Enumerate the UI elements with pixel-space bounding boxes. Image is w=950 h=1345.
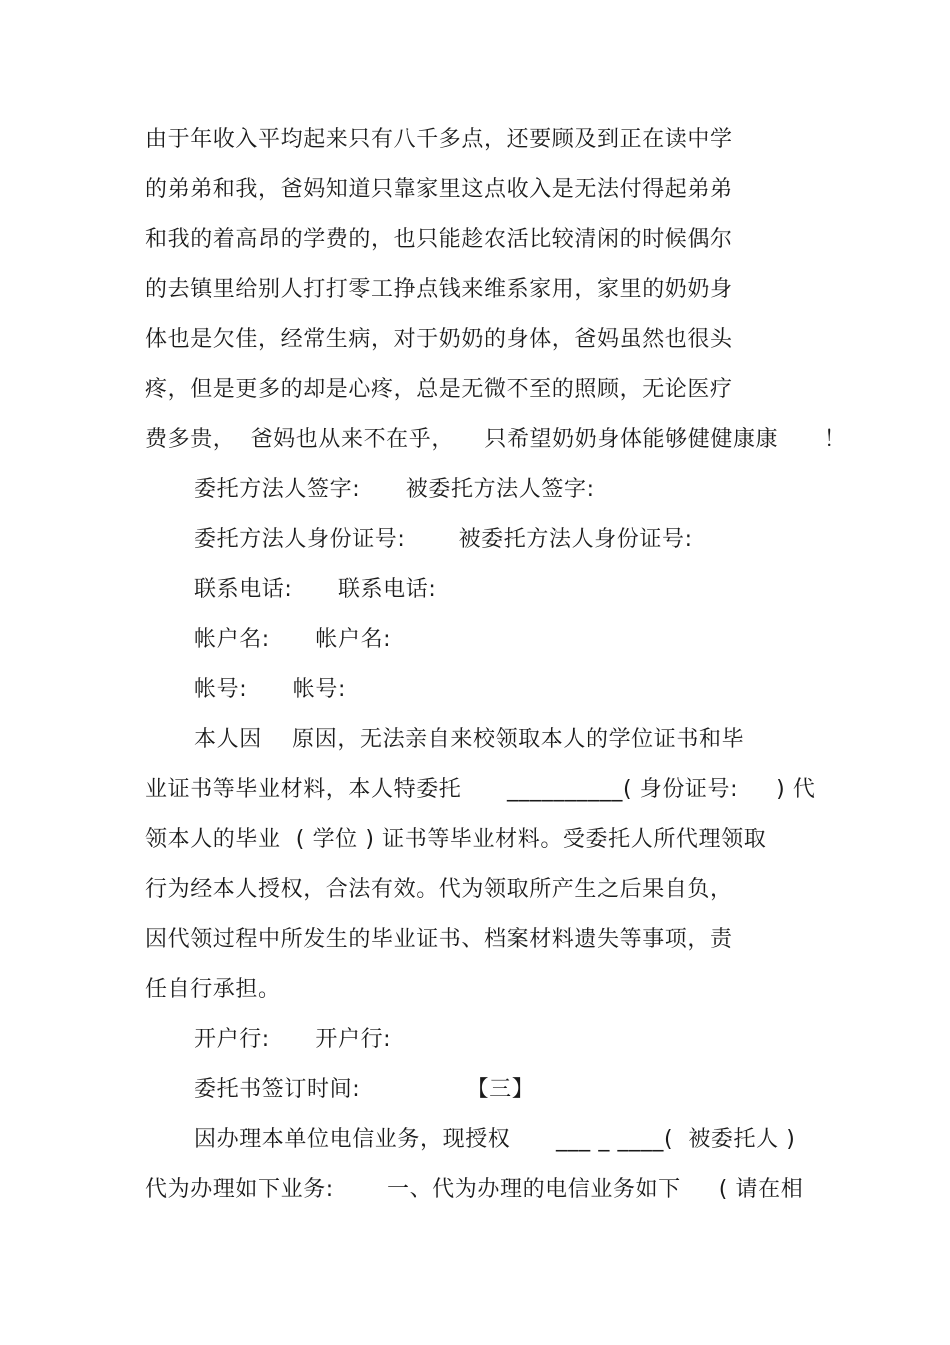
bank-line: 开户行: 开户行: — [194, 1027, 392, 1052]
text-line: 和我的着高昂的学费的，也只能趁农活比较清闲的时候偶尔 — [145, 227, 733, 252]
account-number-line: 帐号: 帐号: — [194, 677, 346, 702]
phone-line: 联系电话: 联系电话: — [194, 577, 437, 602]
signature-line: 委托方法人签字: 被委托方法人签字: — [194, 477, 595, 502]
text-line: 业证书等毕业材料，本人特委托 __________( 身份证号: ) 代 — [145, 777, 816, 802]
signing-date-line: 委托书签订时间: 【三】 — [194, 1077, 535, 1102]
text-line: 的去镇里给别人打打零工挣点钱来维系家用，家里的奶奶身 — [145, 277, 733, 302]
text-line: 的弟弟和我，爸妈知道只靠家里这点收入是无法付得起弟弟 — [145, 177, 733, 202]
text-line: 行为经本人授权，合法有效。代为领取所产生之后果自负， — [145, 877, 733, 902]
text-line: 任自行承担。 — [145, 977, 281, 1002]
text-line: 本人因 原因，无法亲自来校领取本人的学位证书和毕 — [194, 727, 745, 752]
text-line: 因代领过程中所发生的毕业证书、档案材料遗失等事项，责 — [145, 927, 733, 952]
text-line: 由于年收入平均起来只有八千多点，还要顾及到正在读中学 — [145, 127, 733, 152]
text-line: 因办理本单位电信业务，现授权 ___ _ ____( 被委托人 ) — [194, 1127, 796, 1152]
account-name-line: 帐户名: 帐户名: — [194, 627, 392, 652]
text-line: 体也是欠佳，经常生病，对于奶奶的身体，爸妈虽然也很头 — [145, 327, 733, 352]
text-line: 代为办理如下业务: 一、代为办理的电信业务如下 ( 请在相 — [145, 1177, 804, 1202]
text-line: 领本人的毕业 ( 学位 ) 证书等毕业材料。受委托人所代理领取 — [145, 827, 767, 852]
text-line: 疼，但是更多的却是心疼，总是无微不至的照顾，无论医疗 — [145, 377, 733, 402]
id-number-line: 委托方法人身份证号: 被委托方法人身份证号: — [194, 527, 693, 552]
text-line: 费多贵， 爸妈也从来不在乎， 只希望奶奶身体能够健健康康 ！ — [145, 427, 847, 452]
